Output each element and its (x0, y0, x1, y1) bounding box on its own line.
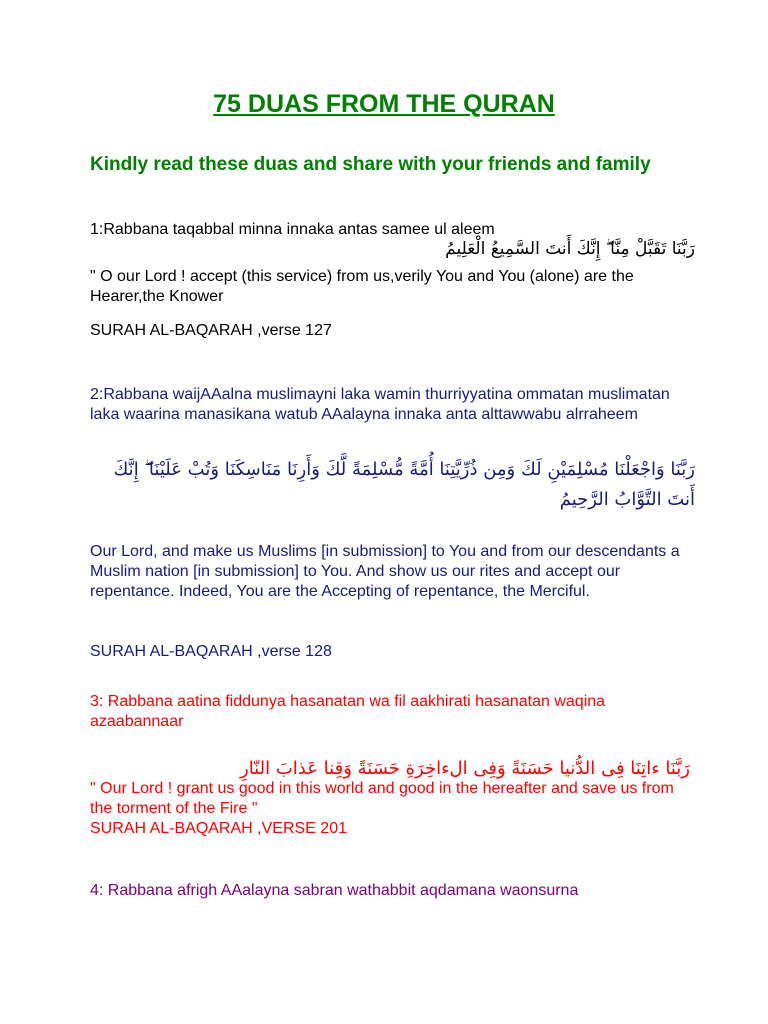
dua-2-reference: SURAH AL-BAQARAH ,verse 128 (90, 643, 332, 660)
document-subtitle: Kindly read these duas and share with your friends and family (90, 154, 651, 175)
dua-4-transliteration: 4: Rabbana afrigh AAalayna sabran wathabbit aqdamana waonsurna (90, 882, 579, 899)
dua-3-transliteration: 3: Rabbana aatina fiddunya hasanatan wa fil aakhirati hasanatan waqina azaabannaar (90, 693, 606, 730)
document-title: 75 DUAS FROM THE QURAN (213, 90, 555, 118)
dua-1-arabic: رَبَّنَا تَقَبَّلْ مِنَّا ۖ إِنَّكَ أَنتَ السَّمِيعُ الْعَلِيمُ (445, 239, 695, 259)
dua-1-reference: SURAH AL-BAQARAH ,verse 127 (90, 322, 332, 339)
dua-3-translation: " Our Lord ! grant us good in this world and good in the hereafter and save us from the torment of the Fire " (90, 780, 674, 817)
dua-2-translation: Our Lord, and make us Muslims [in submission] to You and from our descendants a Muslim nation [in submission] to You. And show us our rites and accept our repentance. Indeed, You are the Accepting of repentance, the Merciful. (90, 543, 680, 600)
dua-2-arabic: رَبَّنَا وَاجْعَلْنَا مُسْلِمَيْنِ لَكَ وَمِن ذُرِّيَّتِنَا أُمَّةً مُّسْلِمَةً لَّكَ وَأَرِنَا مَنَاسِكَنَا وَتُبْ عَلَيْنَا ۖ إِنَّكَ أَنتَ التَّوَّابُ الرَّحِيمُ (113, 459, 695, 510)
dua-3-reference: SURAH AL-BAQARAH ,VERSE 201 (90, 820, 347, 837)
dua-1-transliteration: 1:Rabbana taqabbal minna innaka antas samee ul aleem (90, 221, 495, 238)
dua-2-transliteration: 2:Rabbana waijAAalna muslimayni laka wamin thurriyyatina ommatan muslimatan laka waarina manasikana watub AAalayna innaka anta alttawwabu alrraheem (90, 386, 670, 423)
dua-3-arabic: رَبَّنَا ءاتِنَا فِى الدُّنيا حَسَنَةً وَفِى الءاخِرَةِ حَسَنَةً وَقِنا عَذابَ النّارِ (240, 758, 690, 779)
dua-1-translation: " O our Lord ! accept (this service) from us,verily You and You (alone) are the Hearer,the Knower (90, 268, 634, 305)
